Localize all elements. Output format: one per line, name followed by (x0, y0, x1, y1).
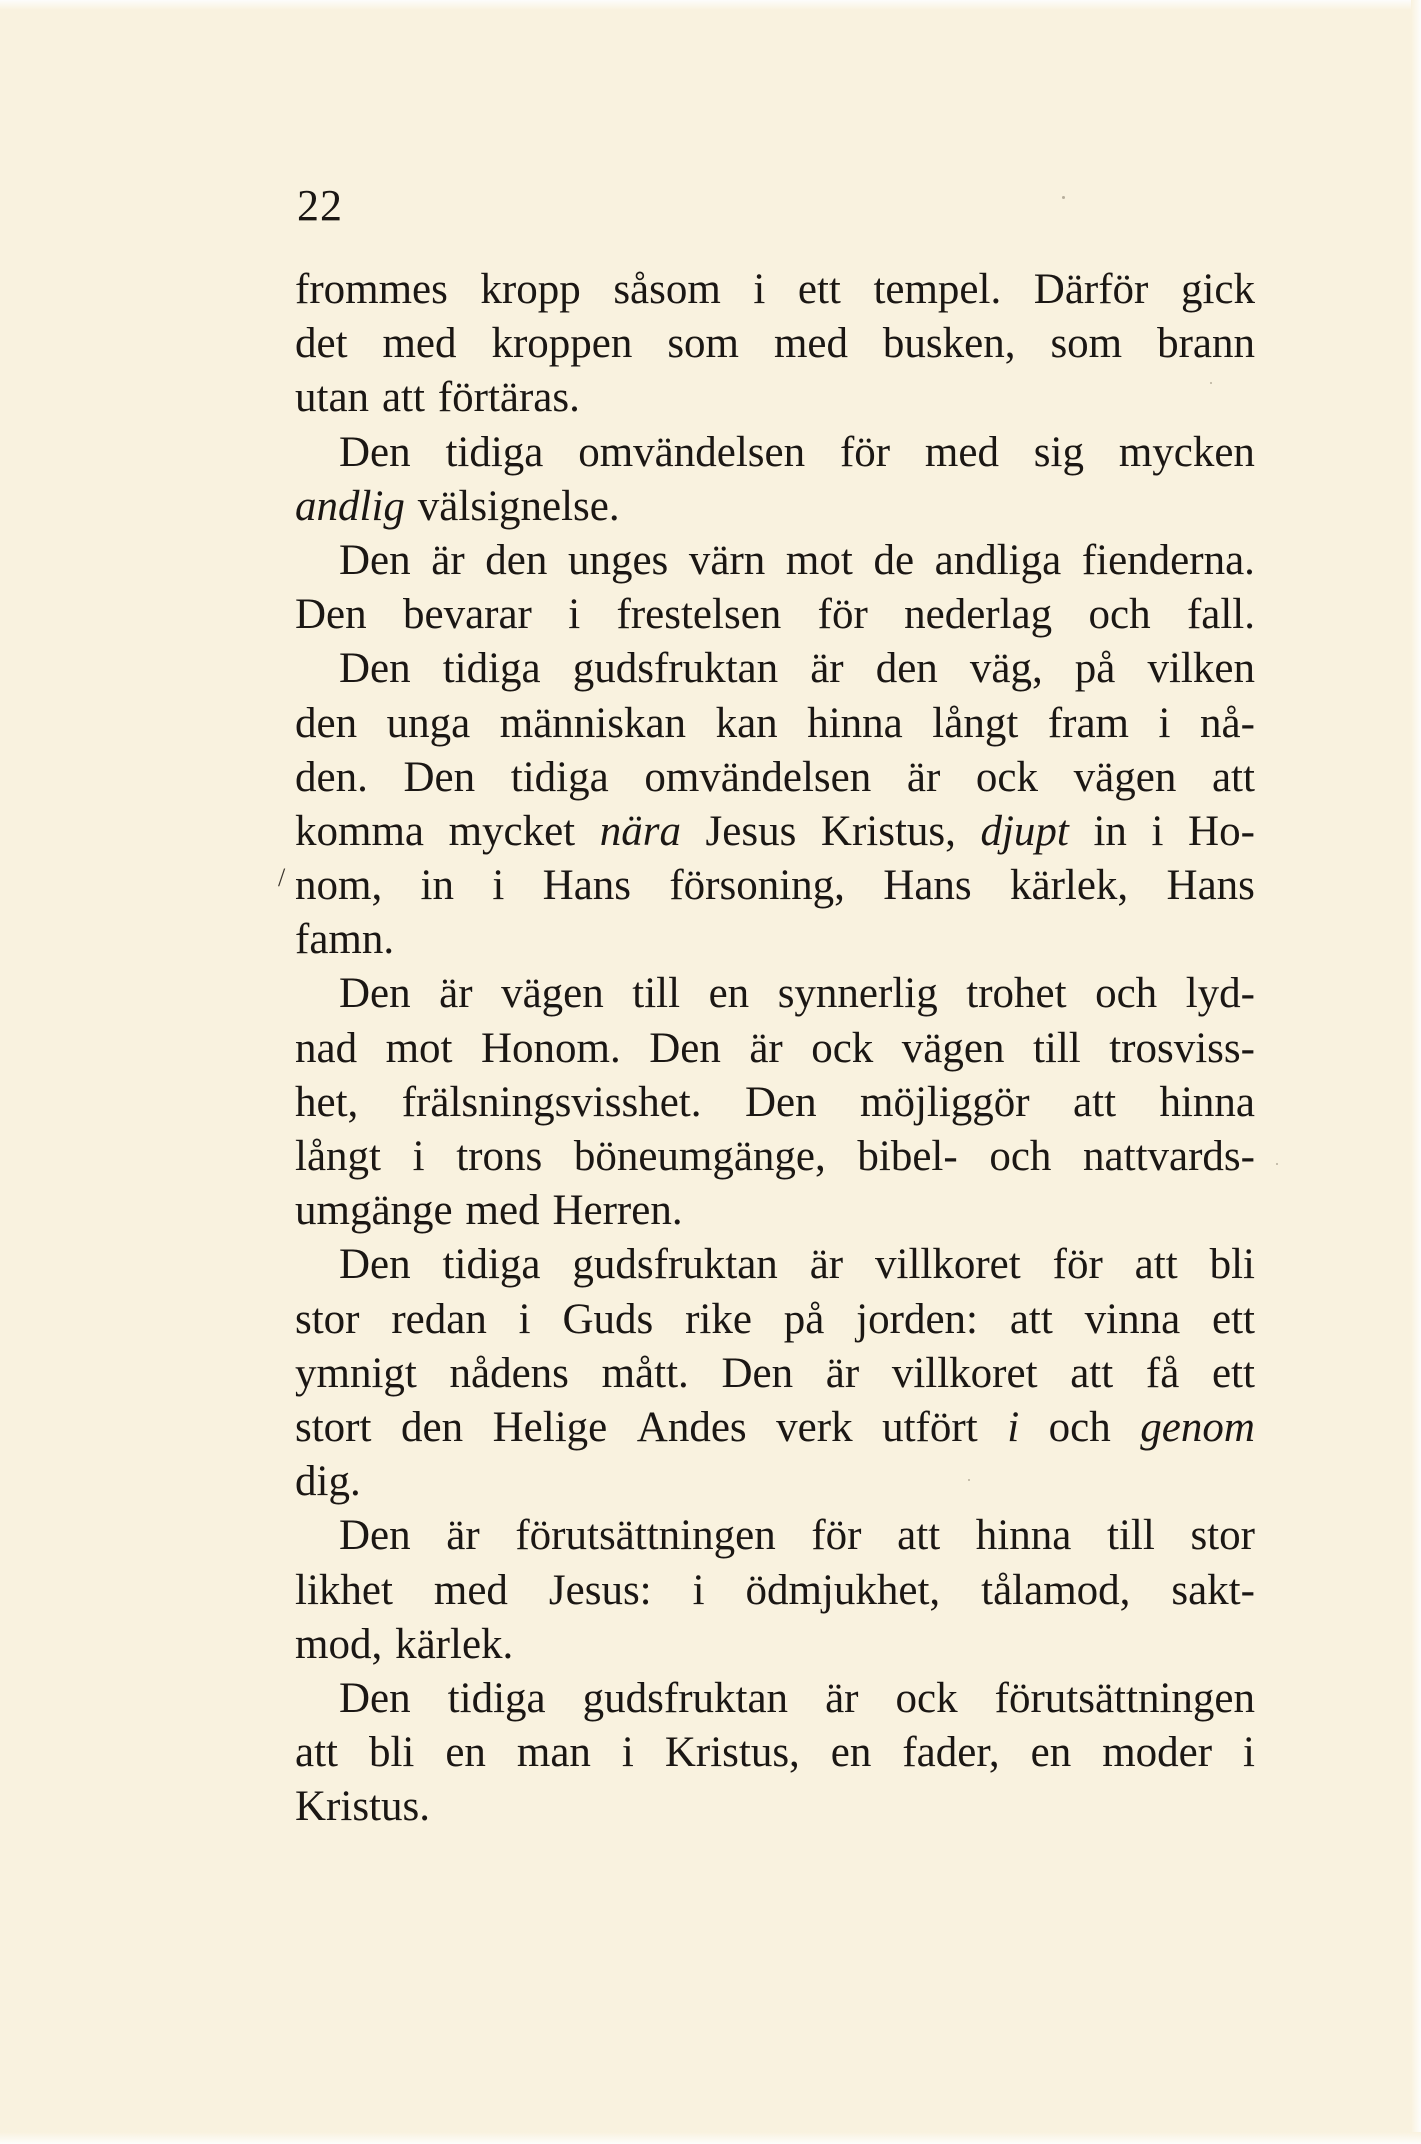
word: fader, (902, 1729, 1000, 1777)
text-line (295, 1347, 1255, 1401)
word: omvändelsen (644, 753, 872, 801)
word: förutsättningen (994, 1674, 1255, 1722)
word: på (1074, 645, 1116, 693)
italic-word: nära (599, 807, 681, 855)
word: unga (386, 699, 471, 747)
word: fram (1047, 699, 1129, 747)
page-edge-right (1411, 0, 1421, 2144)
word: långt (932, 699, 1019, 747)
text-line (295, 1726, 1255, 1780)
word: lyd- (1185, 970, 1255, 1018)
italic-word: andlig (295, 482, 405, 530)
word: med (465, 1187, 540, 1235)
word: ett (1212, 1295, 1255, 1343)
word: med (433, 1566, 508, 1614)
text-line (295, 967, 1255, 1021)
word: en (830, 1729, 872, 1777)
word: stor (1190, 1512, 1255, 1560)
word: långt (295, 1133, 381, 1180)
word: Den (339, 536, 411, 584)
word: Den (339, 1241, 411, 1289)
word: den. (295, 753, 368, 801)
word: nå- (1200, 699, 1255, 747)
word: frälsningsvisshet. (401, 1078, 702, 1126)
word: att (1211, 753, 1255, 801)
word: är (825, 1674, 859, 1722)
word: i (692, 1566, 705, 1614)
word: i (1243, 1729, 1255, 1777)
paper-speck (1276, 1163, 1278, 1165)
word: ett (797, 266, 841, 313)
text-line (295, 642, 1255, 696)
word: en (445, 1729, 486, 1777)
word: utan (295, 374, 370, 422)
word: försoning, (669, 862, 845, 910)
word: förtäras. (437, 374, 580, 422)
word: för (811, 1512, 862, 1560)
word: ett (1211, 1349, 1255, 1397)
word: brann (1157, 320, 1255, 368)
word: i (492, 862, 505, 910)
word: är (825, 1349, 860, 1397)
word: busken, (882, 320, 1016, 368)
word: mot (785, 536, 853, 584)
word: gudsfruktan (572, 645, 779, 693)
word: välsignelse. (417, 482, 620, 530)
word: Helige (492, 1403, 608, 1451)
word: tidiga (445, 428, 544, 476)
word: man (516, 1729, 591, 1777)
word: förutsättningen (515, 1512, 776, 1560)
word: och (989, 1133, 1052, 1180)
word: värn (688, 536, 766, 584)
italic-word: i (1007, 1403, 1020, 1451)
word: är (431, 536, 465, 584)
word: fall. (1186, 591, 1255, 639)
word: mycken (1118, 428, 1255, 476)
word: Honom. (480, 1024, 621, 1072)
page-edge-top (0, 0, 1421, 10)
text-line (295, 534, 1255, 588)
word: är (810, 645, 844, 693)
word: ock (975, 753, 1039, 801)
word: Den (649, 1024, 721, 1072)
word: nattvards- (1083, 1133, 1255, 1180)
word: trons (456, 1133, 543, 1180)
word: i (1151, 807, 1164, 855)
word: Den (295, 591, 367, 639)
word: Hans (1166, 862, 1255, 910)
word: kärlek. (395, 1620, 514, 1668)
word: Kristus. (295, 1783, 430, 1831)
word: på (783, 1295, 825, 1343)
word: Den (339, 428, 411, 476)
word: hinna (975, 1512, 1072, 1560)
word: de (873, 536, 915, 584)
word: böneumgänge, (573, 1133, 826, 1180)
word: synnerlig (777, 970, 938, 1018)
word: och (1095, 970, 1158, 1018)
word: för (1052, 1241, 1103, 1289)
word: Den (721, 1349, 794, 1397)
word: ock (895, 1674, 958, 1722)
word: såsom (613, 266, 721, 313)
word: bli (1209, 1241, 1255, 1289)
page-edge-bottom (0, 2132, 1421, 2144)
word: tidiga (447, 1674, 546, 1722)
word: mod, (295, 1620, 383, 1668)
word: är (749, 1024, 783, 1072)
word: trosviss- (1109, 1024, 1255, 1072)
word: mot (385, 1024, 453, 1072)
body-text (295, 263, 1255, 1834)
word: fienderna. (1081, 536, 1255, 584)
word: Den (339, 645, 411, 693)
text-line (295, 317, 1255, 371)
word: andliga (934, 536, 1062, 584)
word: vinna (1084, 1295, 1181, 1343)
word: frommes (295, 266, 448, 313)
word: Guds (562, 1295, 654, 1343)
word: Herren. (552, 1187, 683, 1235)
word: bevarar (402, 591, 532, 639)
word: att (381, 374, 425, 422)
word: gudsfruktan (582, 1674, 789, 1722)
word: utfört (882, 1403, 978, 1451)
word: Kristus, (820, 807, 956, 855)
word: ock (811, 1024, 874, 1072)
word: är (439, 970, 473, 1018)
word: villkoret (875, 1241, 1021, 1289)
text-line (295, 371, 1255, 425)
word: en (1030, 1729, 1072, 1777)
text-line (295, 1401, 1255, 1455)
word: kroppen (491, 320, 633, 368)
word: nom, (295, 862, 383, 910)
word: bibel- (857, 1133, 958, 1180)
word: kan (715, 699, 778, 747)
word: mått. (601, 1349, 689, 1397)
word: i (753, 266, 766, 313)
word: den (400, 1403, 464, 1451)
word: stort (295, 1403, 372, 1451)
word: moder (1102, 1729, 1213, 1777)
text-line (295, 1022, 1255, 1076)
word: unges (567, 536, 669, 584)
word: och (1088, 591, 1151, 639)
word: vägen (501, 970, 604, 1018)
word: den (295, 699, 358, 747)
word: med (773, 320, 848, 368)
text-line (295, 1184, 1255, 1238)
word: till (1032, 1024, 1081, 1072)
word: i (1158, 699, 1171, 747)
word: vägen (901, 1024, 1005, 1072)
word: möjliggör (860, 1078, 1030, 1126)
word: människan (499, 699, 687, 747)
text-line (295, 1509, 1255, 1563)
word: tålamod, (981, 1566, 1131, 1614)
word: det (295, 320, 348, 368)
word: i (568, 591, 581, 639)
word: in (420, 862, 454, 910)
word: vägen (1073, 753, 1177, 801)
word: att (897, 1512, 941, 1560)
word: är (446, 1512, 480, 1560)
italic-word: djupt (980, 807, 1069, 855)
word: mycket (448, 807, 576, 855)
word: Den (339, 1512, 411, 1560)
word: kärlek, (1010, 862, 1129, 910)
word: vilken (1147, 645, 1255, 693)
word: tidiga (442, 1241, 541, 1289)
word: till (1107, 1512, 1155, 1560)
word: Hans (542, 862, 632, 910)
word: som (667, 320, 739, 368)
word: Hans (883, 862, 972, 910)
word: stor (295, 1295, 360, 1343)
text-line (295, 1238, 1255, 1292)
word: tidiga (442, 645, 541, 693)
word: att (1073, 1078, 1117, 1126)
word: Därför (1033, 266, 1149, 313)
word: redan (391, 1295, 487, 1343)
word: trohet (966, 970, 1067, 1018)
word: väg, (969, 645, 1043, 693)
word: likhet (295, 1566, 393, 1614)
word: villkoret (891, 1349, 1038, 1397)
word: sig (1033, 428, 1084, 476)
word: Den (339, 1674, 411, 1722)
text-line (295, 1455, 1255, 1509)
word: tempel. (873, 266, 1002, 313)
word: umgänge (295, 1187, 453, 1235)
word: bli (368, 1729, 415, 1777)
word: kropp (480, 266, 581, 313)
text-line (295, 263, 1255, 317)
text-line (295, 751, 1255, 805)
word: nådens (449, 1349, 569, 1397)
word: frestelsen (616, 591, 782, 639)
text-line (295, 1564, 1255, 1618)
word: hinna (1159, 1078, 1255, 1126)
word: hinna (807, 699, 903, 747)
page-number: 22 (297, 181, 343, 230)
word: Ho- (1188, 807, 1255, 855)
word: att (1009, 1295, 1053, 1343)
text-line (295, 859, 1255, 913)
word: den (875, 645, 938, 693)
word: het, (295, 1078, 359, 1126)
text-line (295, 1618, 1255, 1672)
word: tidiga (510, 753, 609, 801)
word: få (1145, 1349, 1180, 1397)
word: famn. (295, 916, 395, 964)
word: för (817, 591, 868, 639)
word: i (518, 1295, 531, 1343)
word: ödmjukhet, (745, 1566, 941, 1614)
text-line (295, 913, 1255, 967)
margin-mark: / (278, 863, 286, 892)
word: nederlag (904, 591, 1053, 639)
word: Den (339, 970, 411, 1018)
italic-word: genom (1140, 1403, 1255, 1451)
word: rike (685, 1295, 752, 1343)
word: jorden: (856, 1295, 978, 1343)
word: Jesus (705, 807, 797, 855)
word: komma (295, 807, 424, 855)
text-line (295, 1130, 1255, 1184)
word: gudsfruktan (572, 1241, 778, 1289)
word: i (621, 1729, 634, 1777)
word: till (632, 970, 681, 1018)
word: sakt- (1171, 1566, 1255, 1614)
word: in (1093, 807, 1127, 855)
text-line (295, 805, 1255, 859)
word: och (1048, 1403, 1111, 1451)
text-line (295, 1293, 1255, 1347)
word: Jesus: (548, 1566, 652, 1614)
word: verk (776, 1403, 853, 1451)
word: med (924, 428, 999, 476)
word: den (485, 536, 548, 584)
text-line (295, 426, 1255, 480)
word: Andes (636, 1403, 747, 1451)
text-line (295, 1076, 1255, 1130)
text-line (295, 697, 1255, 751)
text-line (295, 1780, 1255, 1834)
word: i (412, 1133, 425, 1180)
word: en (708, 970, 750, 1018)
word: dig. (295, 1458, 361, 1506)
word: med (382, 320, 457, 368)
word: är (809, 1241, 844, 1289)
text-line (295, 480, 1255, 534)
word: Den (744, 1078, 817, 1126)
word: är (906, 753, 941, 801)
text-line (295, 588, 1255, 642)
word: att (295, 1729, 338, 1777)
paper-speck (1062, 196, 1065, 199)
word: ymnigt (295, 1349, 417, 1397)
word: att (1070, 1349, 1114, 1397)
word: som (1050, 320, 1123, 368)
word: omvändelsen (578, 428, 806, 476)
word: Den (403, 753, 476, 801)
text-line (295, 1672, 1255, 1726)
word: för (839, 428, 891, 476)
word: att (1134, 1241, 1178, 1289)
word: nad (295, 1024, 358, 1072)
word: Kristus, (664, 1729, 800, 1777)
word: gick (1180, 266, 1255, 313)
